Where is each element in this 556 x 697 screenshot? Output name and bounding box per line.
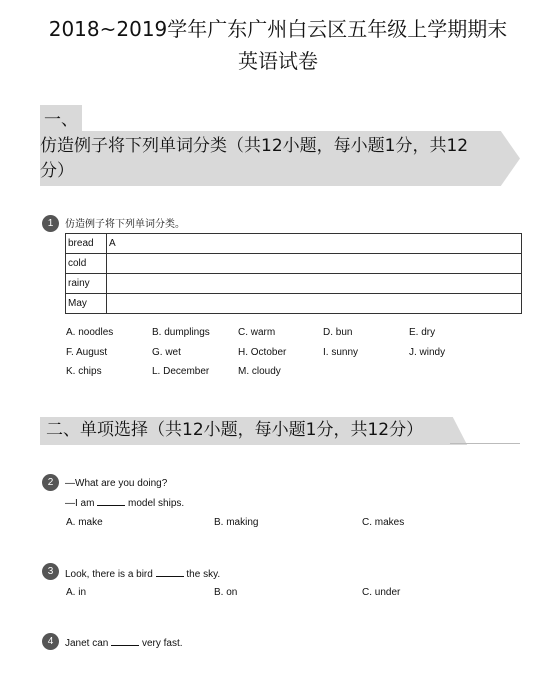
question-line [65, 636, 183, 650]
classification-table [65, 233, 522, 314]
option-item: B. dumplings [152, 327, 210, 338]
question-line [65, 567, 220, 581]
answer-blank [156, 567, 184, 577]
option-item: J. windy [409, 347, 446, 358]
table-row [66, 254, 522, 274]
table-answer-cell [107, 254, 522, 274]
table-word-cell: rainy [66, 274, 107, 294]
option-item: A. in [66, 587, 87, 598]
question-number-badge: 3 [42, 563, 59, 580]
question-text: the sky. [186, 569, 221, 580]
table-row [66, 294, 522, 314]
question-number-badge: 2 [42, 474, 59, 491]
option-item: K. chips [66, 366, 102, 377]
option-item: A. noodles [66, 327, 114, 338]
option-item: C. under [362, 587, 401, 598]
option-item: H. October [238, 347, 287, 358]
answer-blank [111, 636, 139, 646]
option-item: L. December [152, 366, 210, 377]
answer-blank [97, 496, 125, 506]
question-text: very fast. [141, 638, 183, 649]
option-item: C. warm [238, 327, 276, 338]
section1-heading-line1: 仿造例子将下列单词分类（共12小题，每小题1分，共12 [40, 136, 469, 156]
section1-heading-line2: 分） [40, 161, 74, 181]
table-answer-cell [107, 274, 522, 294]
page-title-line2: 英语试卷 [238, 49, 318, 73]
section1-number: 一、 [44, 110, 78, 130]
option-item: B. on [214, 587, 238, 598]
question-text: Look, there is a bird [65, 569, 153, 580]
table-row [66, 274, 522, 294]
option-item: D. bun [323, 327, 353, 338]
section2-heading: 二、单项选择（共12小题，每小题1分，共12分） [46, 420, 424, 440]
question-text: model ships. [128, 498, 185, 509]
option-item: C. makes [362, 517, 405, 528]
table-word-cell: bread [66, 234, 107, 254]
option-item: I. sunny [323, 347, 359, 358]
table-word-cell: May [66, 294, 107, 314]
question-prompt: 仿造例子将下列单词分类。 [65, 219, 185, 230]
option-item: E. dry [409, 327, 436, 338]
table-row [66, 234, 522, 254]
option-item: B. making [214, 517, 259, 528]
page-title-line1: 2018~2019学年广东广州白云区五年级上学期期末 [48, 17, 508, 41]
option-item: F. August [66, 347, 108, 358]
option-item: M. cloudy [238, 366, 281, 377]
table-answer-cell: A [107, 234, 522, 254]
question-text: Janet can [65, 638, 109, 649]
table-word-cell: cold [66, 254, 107, 274]
option-item: G. wet [152, 347, 181, 358]
section2-divider [450, 443, 520, 444]
question-line: —What are you doing? [65, 478, 168, 489]
table-answer-cell [107, 294, 522, 314]
option-item: A. make [66, 517, 103, 528]
question-number-badge: 1 [42, 215, 59, 232]
question-line [65, 496, 184, 510]
question-text: —I am [65, 498, 95, 509]
question-number-badge: 4 [42, 633, 59, 650]
